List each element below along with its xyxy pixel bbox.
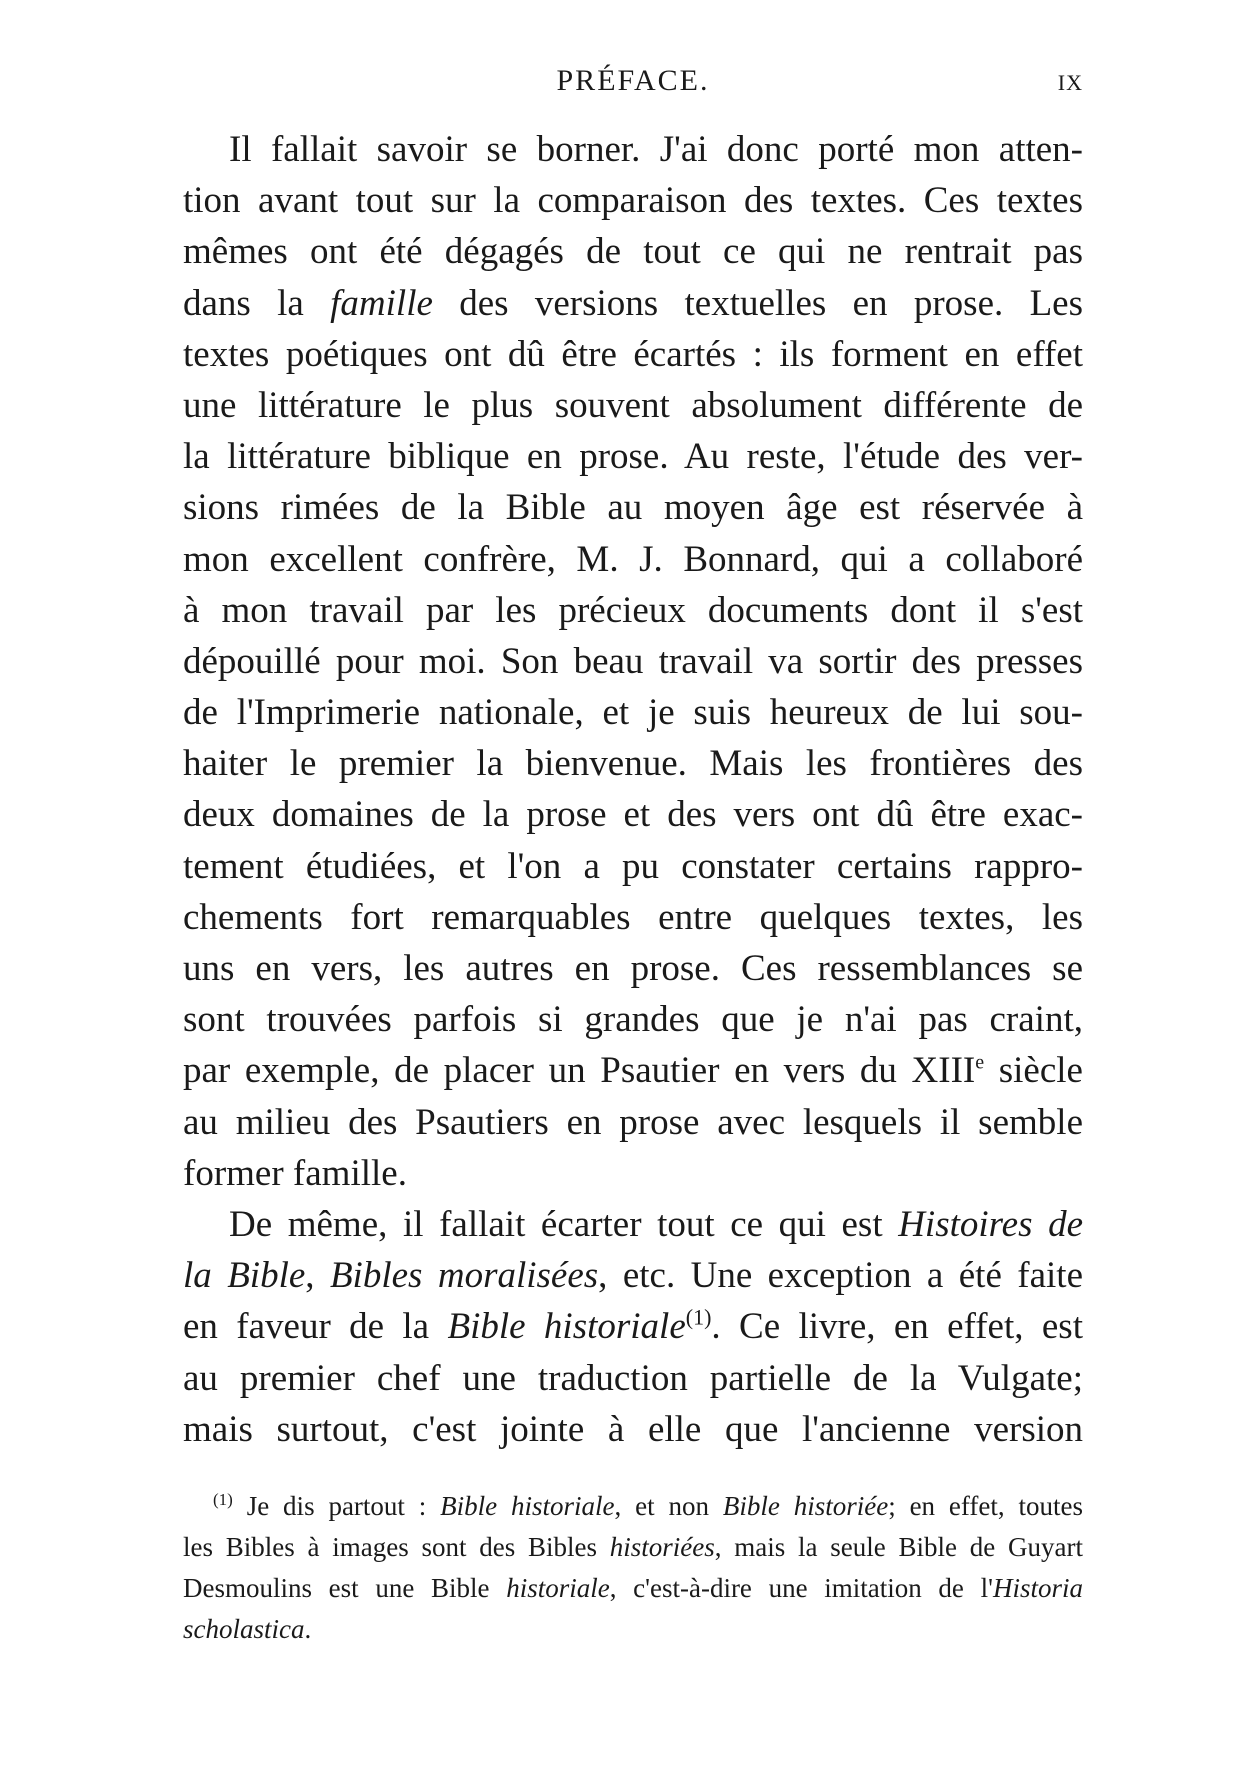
paragraph1-line: au milieu des Psautiers en prose avec lesquels il semble bbox=[183, 1101, 1083, 1143]
paragraph1-line: mêmes ont été dégagés de tout ce qui ne rentrait pas bbox=[183, 231, 1083, 273]
emphasis-famille: famille bbox=[330, 282, 433, 324]
footnote-line: $^{(1)}$ Je dis partout : Bible historiale, et non Bible historiée; en effet, toutes bbox=[213, 1490, 1083, 1521]
paragraph2-line: au premier chef une traduction partielle de la Vulgate; bbox=[183, 1357, 1083, 1399]
paragraph1-line: deux domaines de la prose et des vers ont dû être exac- bbox=[183, 794, 1083, 836]
running-title: PRÉFACE. bbox=[556, 64, 710, 97]
paragraph1-line: sions rimées de la Bible au moyen âge est réservée à bbox=[183, 487, 1083, 529]
paragraph1-line: de l'Imprimerie nationale, et je suis heureux de lui sou- bbox=[183, 692, 1083, 734]
emphasis-histoires: Histoires de bbox=[898, 1203, 1083, 1245]
paragraph1-line: sont trouvées parfois si grandes que je n'ai pas craint, bbox=[183, 999, 1083, 1041]
paragraph1-line: Il fallait savoir se borner. J'ai donc porté mon atten- bbox=[229, 129, 1083, 170]
paragraph1-line: une littérature le plus souvent absolument différente de bbox=[183, 384, 1083, 426]
page-number: IX bbox=[1057, 70, 1083, 95]
paragraph2-line: la Bible, Bibles moralisées, etc. Une exception a été faite bbox=[183, 1255, 1083, 1297]
paragraph1-line: dans la famille des versions textuelles en prose. Les bbox=[183, 282, 1083, 324]
paragraph2-line: en faveur de la Bible historiale$^{(1)}$. Ce livre, en effet, est bbox=[183, 1304, 1083, 1348]
paragraph1-line: former famille. bbox=[183, 1152, 407, 1194]
body-text bbox=[183, 124, 1083, 1455]
century-suffix: e bbox=[975, 1052, 985, 1075]
emphasis-bible-historiale: Bible historiale bbox=[447, 1306, 686, 1348]
footnote-line: Desmoulins est une Bible historiale, c'est-à-dire une imitation de l'Historia bbox=[183, 1573, 1083, 1603]
footnote-line: les Bibles à images sont des Bibles historiées, mais la seule Bible de Guyart bbox=[183, 1532, 1083, 1562]
paragraph1-line: dépouillé pour moi. Son beau travail va sortir des presses bbox=[183, 640, 1083, 682]
paragraph1-line: haiter le premier la bienvenue. Mais les frontières des bbox=[183, 743, 1083, 785]
paragraph1-line: textes poétiques ont dû être écartés : ils forment en effet bbox=[183, 333, 1083, 375]
paragraph1-line: tion avant tout sur la comparaison des textes. Ces textes bbox=[183, 180, 1083, 222]
paragraph1-line: uns en vers, les autres en prose. Ces ressemblances se bbox=[183, 948, 1083, 989]
century-numeral: XIII bbox=[911, 1050, 976, 1092]
paragraph1-line: chements fort remarquables entre quelques textes, les bbox=[183, 896, 1083, 938]
footnotes bbox=[183, 1486, 1083, 1650]
paragraph2-line: mais surtout, c'est jointe à elle que l'ancienne version bbox=[183, 1408, 1083, 1450]
page-header bbox=[183, 64, 1083, 104]
paragraph1-line: mon excellent confrère, M. J. Bonnard, qui a collaboré bbox=[183, 538, 1083, 580]
paragraph2-line: De même, il fallait écarter tout ce qui est Histoires de bbox=[229, 1203, 1083, 1245]
footnote-marker: (1) bbox=[213, 1490, 233, 1509]
emphasis-bibles-moralisees: Bibles moralisées bbox=[329, 1255, 599, 1297]
footnote-line: scholastica. bbox=[183, 1614, 312, 1644]
footnote-reference[interactable]: (1) bbox=[685, 1304, 712, 1330]
emphasis-la-bible: la Bible bbox=[183, 1255, 306, 1297]
paragraph1-line: à mon travail par les précieux documents dont il s'est bbox=[183, 589, 1083, 631]
paragraph1-line: par exemple, de placer un Psautier en vers du XIIIe siècle bbox=[183, 1050, 1083, 1092]
paragraph1-line: la littérature biblique en prose. Au reste, l'étude des ver- bbox=[183, 436, 1083, 478]
paragraph1-line: tement étudiées, et l'on a pu constater certains rappro- bbox=[183, 845, 1083, 887]
